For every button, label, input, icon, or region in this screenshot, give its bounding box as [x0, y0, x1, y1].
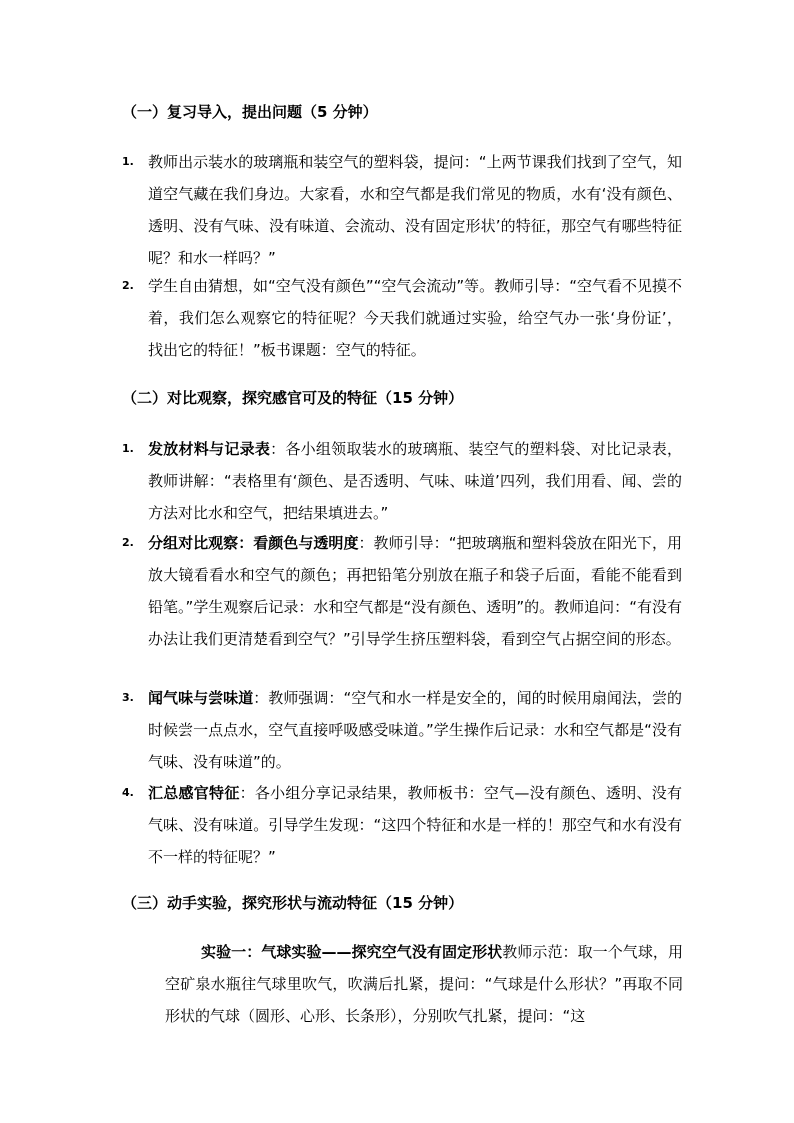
item-body: ：各小组领取装水的玻璃瓶、装空气的塑料袋、对比记录表，教师讲解：“表格里有‘颜色、是否透明、气味、味道’四列，我们用看、闻、尝的方法对比水和空气，把结果填进去。”	[148, 440, 682, 522]
list-number: 1.	[122, 442, 134, 455]
list-item-text	[148, 682, 682, 778]
experiment-paragraph	[165, 936, 683, 1032]
list-item	[122, 433, 682, 529]
section-heading-1: （一）复习导入，提出问题（5 分钟）	[122, 103, 378, 121]
item-bold-label: 发放材料与记录表	[148, 440, 271, 458]
list-item-text: 教师出示装水的玻璃瓶和装空气的塑料袋，提问：“上两节课我们找到了空气，知道空气藏在我们身边。大家看，水和空气都是我们常见的物质，水有‘没有颜色、透明、没有气味、没有味道、会流动、没有固定形状’的特征，那空气有哪些特征呢？和水一样吗？”	[148, 153, 682, 267]
list-item-text	[148, 527, 682, 655]
list-item	[122, 270, 682, 366]
list-item-text: 学生自由猜想，如“空气没有颜色”“空气会流动”等。教师引导：“空气看不见摸不着，我们怎么观察它的特征呢？今天我们就通过实验，给空气办一张‘身份证’，找出它的特征！”板书课题：空气的特征。	[148, 277, 682, 359]
section-heading-3: （三）动手实验，探究形状与流动特征（15 分钟）	[122, 894, 464, 912]
list-item	[122, 777, 682, 873]
item-body: ：教师强调：“空气和水一样是安全的，闻的时候用扇闻法，尝的时候尝一点点水，空气直接呼吸感受味道。”学生操作后记录：水和空气都是“没有气味、没有味道”的。	[148, 689, 682, 771]
list-number: 4.	[122, 786, 134, 799]
experiment-text: 教师示范：取一个气球，用空矿泉水瓶往气球里吹气，吹满后扎紧，提问：“气球是什么形状？”再取不同形状的气球（圆形、心形、长条形），分别吹气扎紧，提问：“这	[165, 943, 683, 1025]
list-item-text	[148, 433, 682, 529]
item-bold-label: 分组对比观察：看颜色与透明度	[148, 534, 359, 552]
experiment-title: 实验一：气球实验——探究空气没有固定形状	[201, 943, 503, 961]
list-item	[122, 682, 682, 778]
list-number: 1.	[122, 155, 134, 168]
item-body: ：教师引导：“把玻璃瓶和塑料袋放在阳光下，用放大镜看看水和空气的颜色；再把铅笔分别放在瓶子和袋子后面，看能不能看到铅笔。”学生观察后记录：水和空气都是“没有颜色、透明”的。教师追问：“有没有办法让我们更清楚看到空气？”引导学生挤压塑料袋，看到空气占据空间的形态。	[148, 534, 682, 648]
list-item-text	[148, 777, 682, 873]
list-number: 2.	[122, 279, 134, 292]
list-number: 2.	[122, 536, 134, 549]
item-body: ：各小组分享记录结果，教师板书：空气—没有颜色、透明、没有气味、没有味道。引导学生发现：“这四个特征和水是一样的！那空气和水有没有不一样的特征呢？”	[148, 784, 682, 866]
section-heading-2: （二）对比观察，探究感官可及的特征（15 分钟）	[122, 389, 464, 407]
item-bold-label: 汇总感官特征	[148, 784, 240, 802]
item-bold-label: 闻气味与尝味道	[148, 689, 254, 707]
list-item	[122, 146, 682, 274]
list-number: 3.	[122, 691, 134, 704]
list-item	[122, 527, 682, 655]
